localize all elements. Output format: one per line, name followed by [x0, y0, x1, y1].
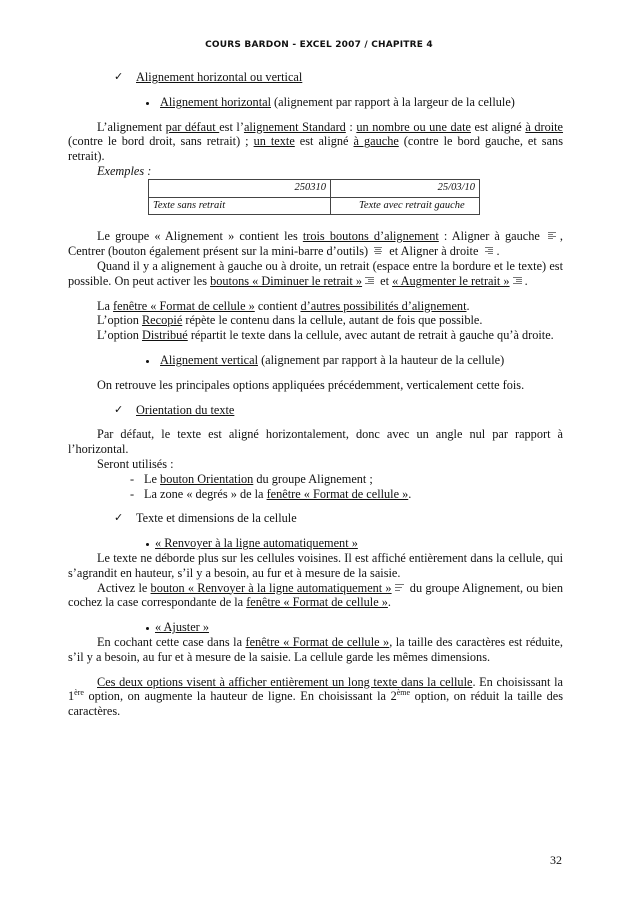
align-left-icon	[547, 231, 558, 241]
decrease-indent-icon	[364, 276, 375, 286]
section-heading-orientation: ✓ Orientation du texte	[68, 403, 563, 418]
examples-label: Exemples :	[97, 163, 152, 178]
subheading-alignement-vertical: Alignement vertical (alignement par rapport à la hauteur de la cellule)	[68, 353, 563, 368]
subheading-renvoyer-ligne: « Renvoyer à la ligne automatiquement »	[68, 536, 563, 551]
examples-table	[148, 179, 480, 216]
table-row	[149, 179, 480, 197]
running-header: COURS BARDON - EXCEL 2007 / CHAPITRE 4	[205, 40, 433, 50]
list-item-zone-degres: - La zone « degrés » de la fenêtre « Format de cellule ».	[68, 487, 563, 502]
paragraph-deux-options: Ces deux options visent à afficher entièrement un long texte dans la cellule. En choisissant la 1ère option, on augmente la hauteur de ligne. En choisissant la 2ème option, on réduit la taille des caractères.	[68, 674, 563, 719]
paragraph-activez-bouton: Activez le bouton « Renvoyer à la ligne automatiquement » du groupe Alignement, ou bien cochez la case correspondante de la fenêtre « Format de cellule ».	[68, 580, 564, 610]
paragraph-fenetre-format: La fenêtre « Format de cellule » contient d’autres possibilités d’alignement.	[97, 298, 470, 313]
table-cell: Texte avec retrait gauche	[331, 197, 480, 215]
subheading-alignement-horizontal: Alignement horizontal (alignement par rapport à la largeur de la cellule)	[68, 95, 563, 110]
wrap-text-icon	[394, 583, 405, 593]
paragraph-ajuster: En cochant cette case dans la fenêtre « Format de cellule », la taille des caractères est réduite, s’il y a besoin, au fur et à mesure de la saisie. La cellule garde les mêmes dimensions.	[68, 634, 563, 664]
increase-indent-icon	[512, 276, 523, 286]
table-cell: 250310	[149, 179, 331, 197]
paragraph-renvoyer-ligne: Le texte ne déborde plus sur les cellules voisines. Il est affiché entièrement dans la cellule, qui s’agrandit en hauteur, s’il y a besoin, au fur et à mesure de la saisie.	[68, 550, 563, 580]
table-row	[149, 197, 480, 215]
section-heading-alignement: ✓ Alignement horizontal ou vertical	[68, 70, 563, 85]
paragraph-vertical: On retrouve les principales options appliquées précédemment, verticalement cette fois.	[97, 377, 525, 392]
subheading-ajuster: « Ajuster »	[68, 620, 563, 635]
page-number: 32	[550, 853, 562, 867]
table-cell: Texte sans retrait	[149, 197, 331, 215]
page-body	[68, 70, 563, 719]
list-item-bouton-orientation: - Le bouton Orientation du groupe Alignement ;	[68, 472, 563, 487]
align-right-icon	[484, 246, 495, 256]
align-center-icon	[373, 246, 384, 256]
paragraph-seront-utilises: Seront utilisés :	[97, 456, 174, 471]
paragraph-boutons-alignement: Le groupe « Alignement » contient les trois boutons d’alignement : Aligner à gauche , Centrer (bouton également présent sur la mini-barre d’outils) et Aligner à droite .	[68, 229, 563, 259]
paragraph-alignement-defaut: L’alignement par défaut est l’alignement Standard : un nombre ou une date est aligné à droite (contre le bord droit, sans retrait) ; un texte est aligné à gauche (contre le bord gauche, et sans retrait).	[68, 119, 564, 164]
paragraph-option-recopie: L’option Recopié répète le contenu dans la cellule, autant de fois que possible.	[97, 313, 483, 328]
paragraph-option-distribue: L’option Distribué répartit le texte dans la cellule, avec autant de retrait à gauche qu’à droite.	[97, 328, 554, 343]
paragraph-orientation: Par défaut, le texte est aligné horizontalement, donc avec un angle nul par rapport à l’horizontal.	[68, 427, 563, 457]
paragraph-retrait: Quand il y a alignement à gauche ou à droite, un retrait (espace entre la bordure et le texte) est possible. On peut activer les boutons « Diminuer le retrait » et « Augmenter le retrait » .	[68, 258, 563, 288]
section-heading-texte-dimensions: ✓ Texte et dimensions de la cellule	[68, 511, 563, 526]
table-cell: 25/03/10	[331, 179, 480, 197]
